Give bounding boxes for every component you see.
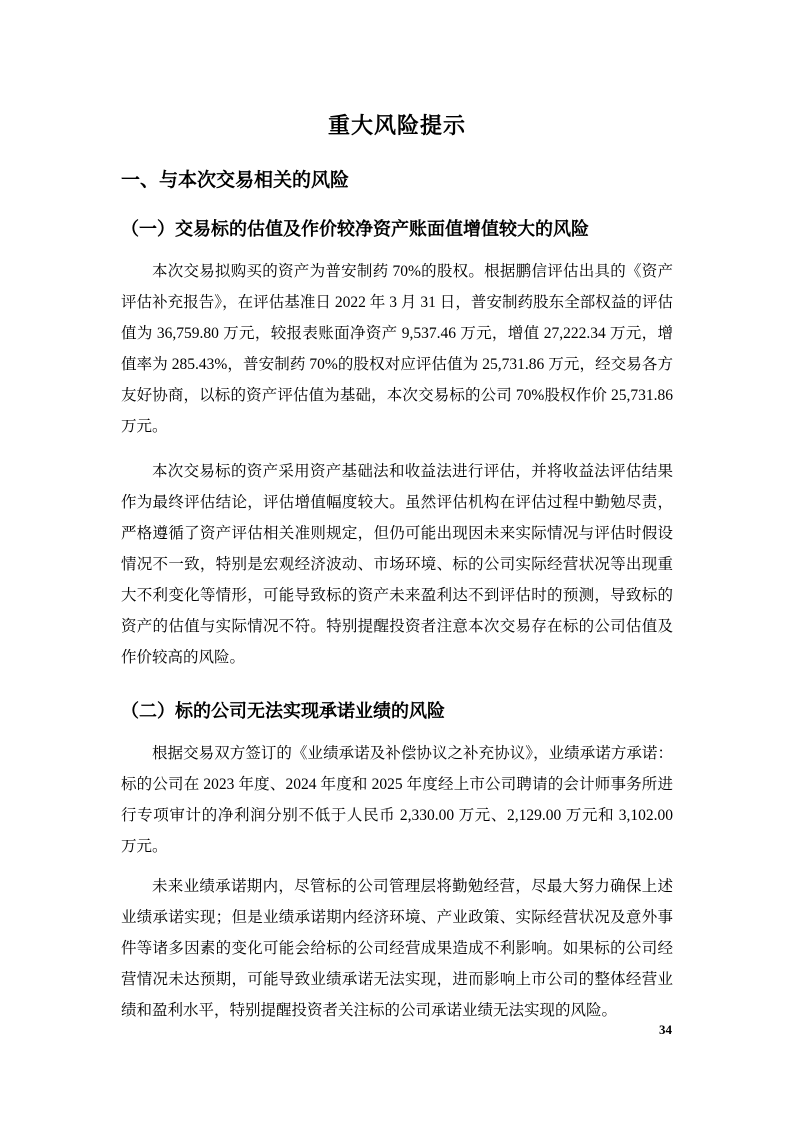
paragraph-performance-commitment-details: 根据交易双方签订的《业绩承诺及补偿协议之补充协议》，业绩承诺方承诺：标的公司在 2023 年度、2024 年度和 2025 年度经上市公司聘请的会计师事务所进行专项审计的净利润分别不低于人民币 2,330.00 万元、2,129.00 万元和 3,102.00 万元。 [121,745,673,855]
subsection-heading-valuation-premium-risk: （一）交易标的估值及作价较净资产账面值增值较大的风险 [121,219,589,239]
page-number: 34 [659,1022,672,1037]
section-heading-risks-related-to-transaction: 一、与本次交易相关的风险 [121,170,350,191]
subsection-heading-performance-commitment-risk: （二）标的公司无法实现承诺业绩的风险 [121,701,445,721]
paragraph-performance-commitment-warning: 未来业绩承诺期内，尽管标的公司管理层将勤勉经营，尽最大努力确保上述业绩承诺实现；但是业绩承诺期内经济环境、产业政策、实际经营状况及意外事件等诸多因素的变化可能会给标的公司经营成果造成不利影响。如果标的公司经营情况未达预期，可能导致业绩承诺无法实现，进而影响上市公司的整体经营业绩和盈利水平，特别提醒投资者关注标的公司承诺业绩无法实现的风险。 [121,878,673,1019]
page-title: 重大风险提示 [327,113,466,138]
paragraph-valuation-details: 本次交易拟购买的资产为普安制药 70%的股权。根据鹏信评估出具的《资产评估补充报告》，在评估基准日 2022 年 3 月 31 日，普安制药股东全部权益的评估值为 36,759.80 万元，较报表账面净资产 9,537.46 万元，增值 27,222.34 万元，增值率为 285.43%，普安制药 70%的股权对应评估值为 25,731.86 万元，经交易各方友好协商，以标的资产评估值为基础，本次交易标的公司 70%股权作价 25,731.86 万元。 [121,263,673,435]
paragraph-valuation-method-risk: 本次交易标的资产采用资产基础法和收益法进行评估，并将收益法评估结果作为最终评估结论，评估增值幅度较大。虽然评估机构在评估过程中勤勉尽责，严格遵循了资产评估相关准则规定，但仍可能出现因未来实际情况与评估时假设情况不一致，特别是宏观经济波动、市场环境、标的公司实际经营状况等出现重大不利变化等情形，可能导致标的资产未来盈利达不到评估时的预测，导致标的资产的估值与实际情况不符。特别提醒投资者注意本次交易存在标的公司估值及作价较高的风险。 [121,463,673,666]
